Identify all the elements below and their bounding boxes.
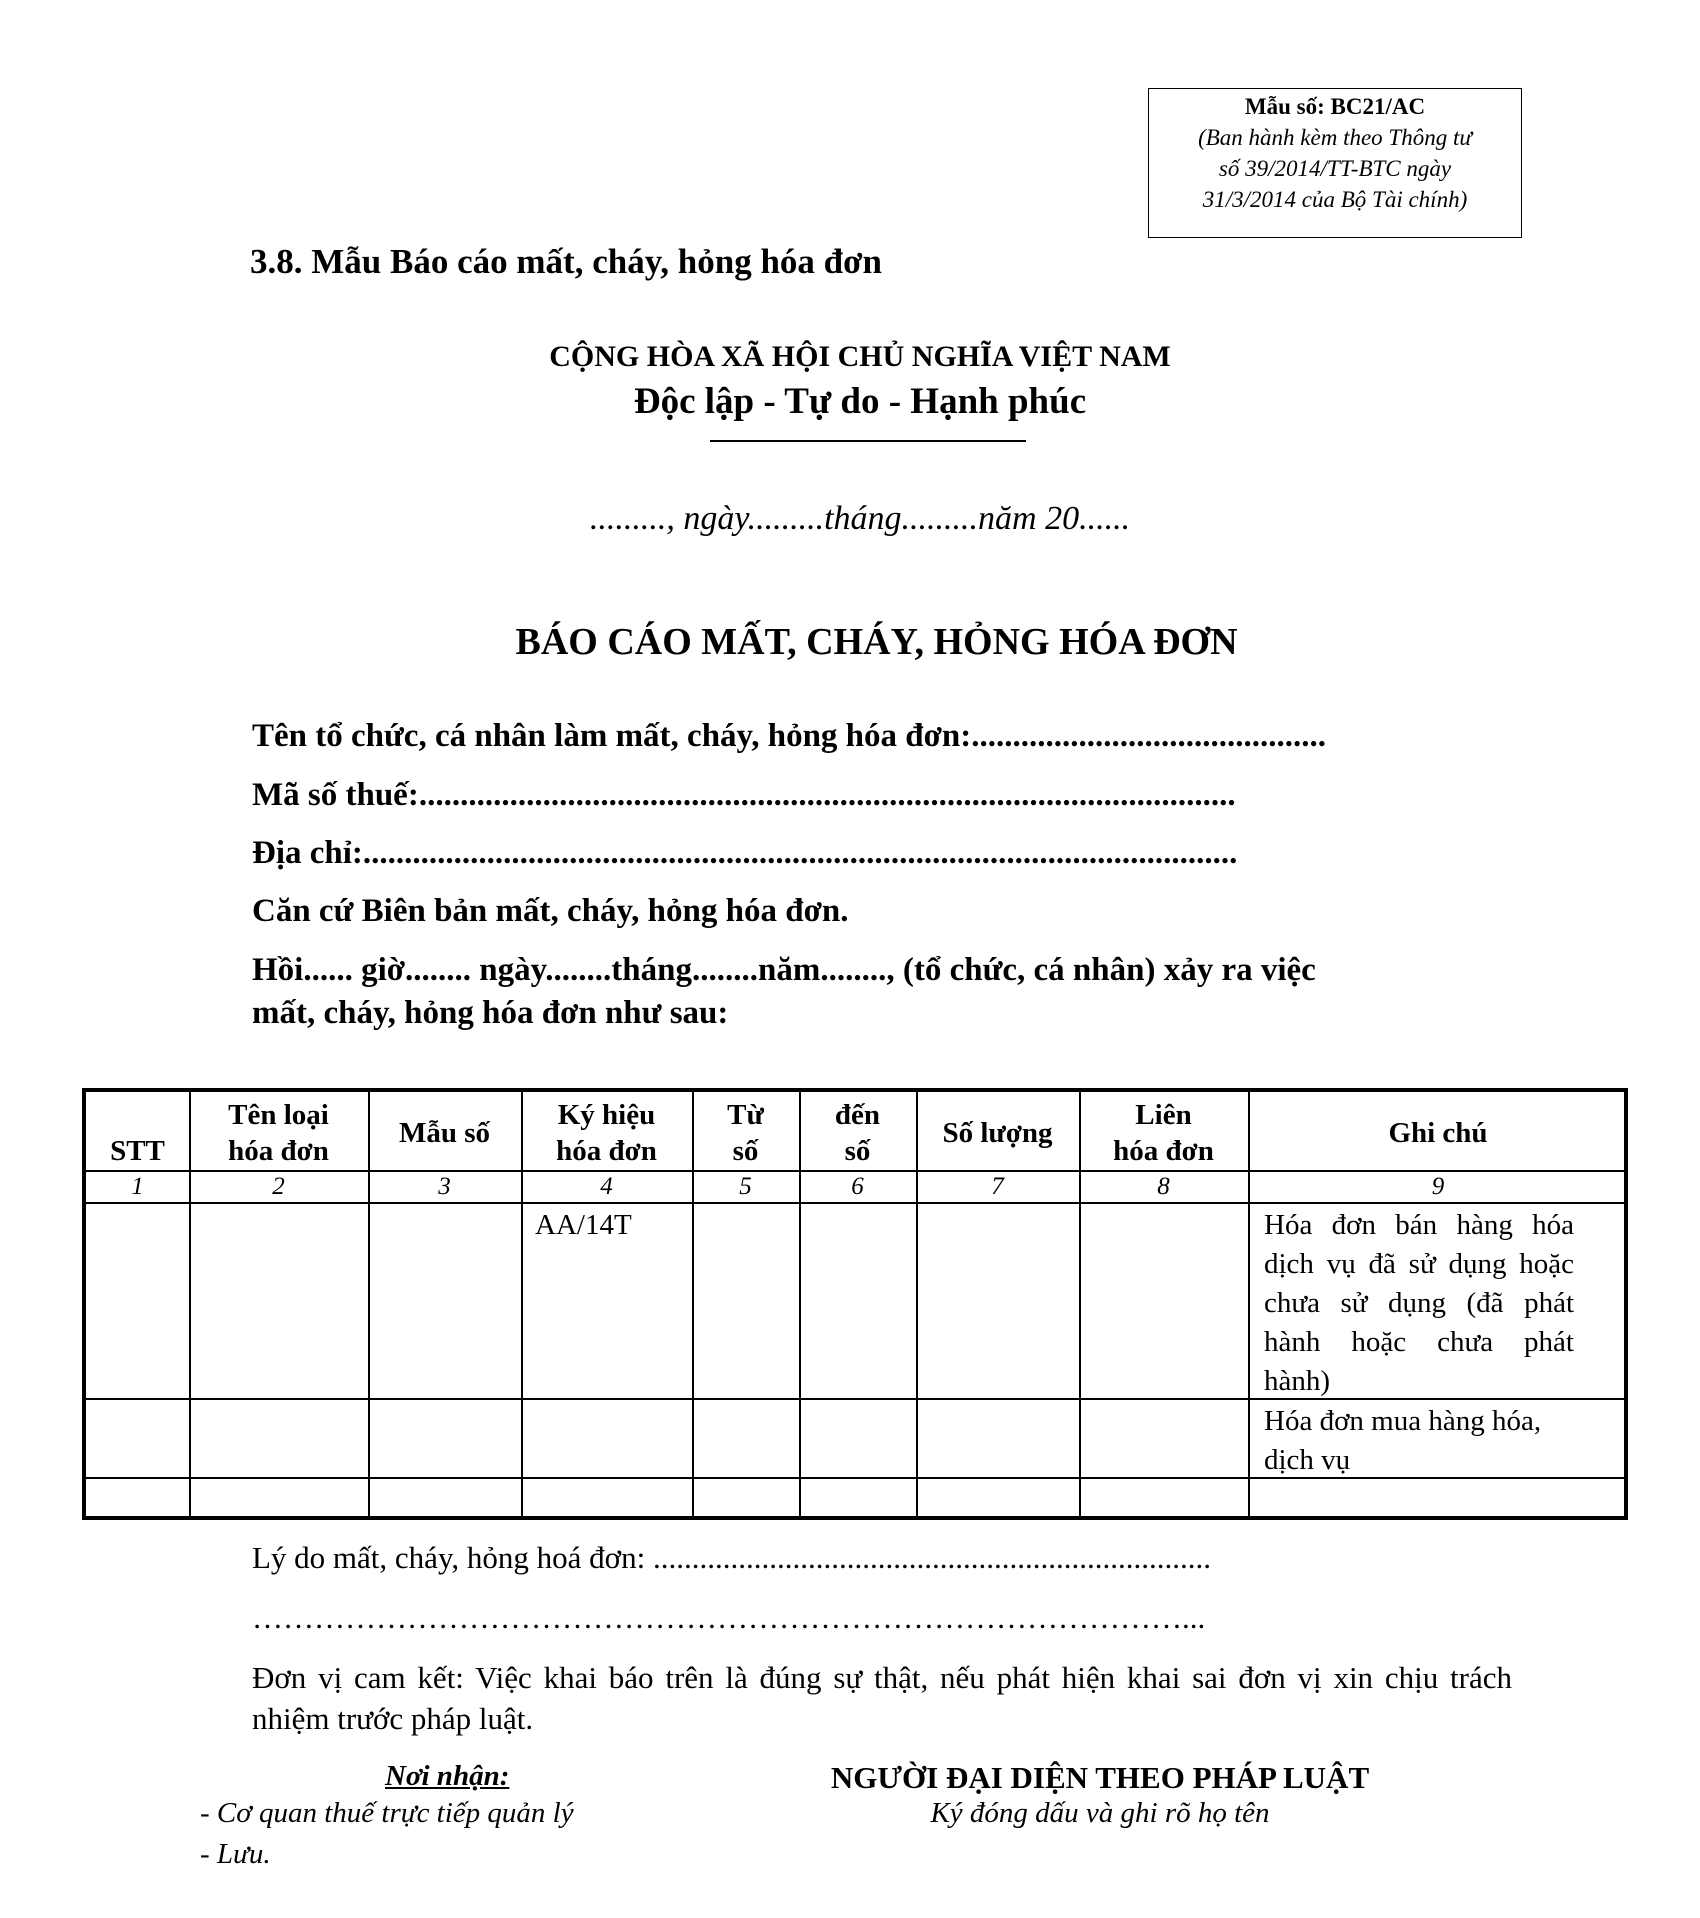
signature-note: Ký đóng dấu và ghi rõ họ tên (930, 1797, 1270, 1829)
national-title: CỘNG HÒA XÃ HỘI CHỦ NGHĨA VIỆT NAM (549, 340, 1171, 373)
col-header-copy: Liên hóa đơn (1113, 1099, 1214, 1167)
basis-line: Căn cứ Biên bản mất, cháy, hỏng hóa đơn. (252, 893, 849, 929)
signature-title: NGƯỜI ĐẠI DIỆN THEO PHÁP LUẬT (830, 1760, 1370, 1795)
table-divider (1248, 1088, 1250, 1520)
recipients-title: Nơi nhận: (385, 1760, 510, 1792)
org-name-field: Tên tổ chức, cá nhân làm mất, cháy, hỏng hóa đơn:........................................... (252, 718, 1326, 754)
col-number: 5 (739, 1173, 752, 1200)
col-header-quantity: Số lượng (942, 1117, 1053, 1149)
row-1-note: Hóa đơn bán hàng hóa dịch vụ đã sử dụng hoặc chưa sử dụng (đã phát hành hoặc chưa phát hành) (1264, 1209, 1574, 1397)
col-header-note: Ghi chú (1388, 1117, 1488, 1149)
col-number: 4 (600, 1173, 613, 1200)
col-header-from: Từ số (727, 1099, 764, 1167)
recipient-item: - Cơ quan thuế trực tiếp quản lý (200, 1797, 574, 1829)
col-header-to: đến số (834, 1099, 881, 1167)
tax-code-field: Mã số thuế:................................................................................................... (252, 777, 1236, 813)
table-divider (916, 1088, 918, 1520)
commitment-text: Đơn vị cam kết: Việc khai báo trên là đúng sự thật, nếu phát hiện khai sai đơn vị xin chịu trách nhiệm trước pháp luật. (252, 1660, 1512, 1736)
reason-line: Lý do mất, cháy, hỏng hoá đơn: ........................................................................ (252, 1540, 1211, 1575)
col-header-invoice-type: Tên loại hóa đơn (228, 1099, 329, 1167)
motto-underline (710, 440, 1026, 442)
row-2-note: Hóa đơn mua hàng hóa, dịch vụ (1264, 1405, 1542, 1476)
col-number: 9 (1431, 1173, 1445, 1200)
reason-dots: ………………………………………………………………………………... (252, 1600, 1206, 1635)
col-number: 2 (272, 1173, 285, 1200)
time-line-2: mất, cháy, hỏng hóa đơn như sau: (252, 995, 729, 1031)
table-row-divider (82, 1170, 1628, 1172)
form-issue-line-2: số 39/2014/TT-BTC ngày (1218, 156, 1452, 181)
form-number: Mẫu số: BC21/AC (1244, 94, 1426, 119)
col-header-stt: STT (110, 1135, 165, 1167)
date-line: ........., ngày.........tháng.........năm 20...... (589, 500, 1131, 537)
form-number-box (1148, 88, 1522, 238)
national-motto: Độc lập - Tự do - Hạnh phúc (633, 381, 1087, 422)
col-number: 3 (438, 1173, 451, 1200)
recipient-item: - Lưu. (200, 1838, 271, 1870)
form-issue-line-1: (Ban hành kèm theo Thông tư (1198, 125, 1472, 150)
address-field: Địa chỉ:.......................................................................................................... (252, 835, 1238, 871)
table-divider (368, 1088, 370, 1520)
time-line-1: Hồi...... giờ........ ngày........tháng........năm........, (tổ chức, cá nhân) xảy ra việc (252, 952, 1316, 988)
table-row-divider (82, 1202, 1628, 1204)
form-issue-line-3: 31/3/2014 của Bộ Tài chính) (1202, 187, 1468, 212)
col-number: 1 (131, 1173, 144, 1200)
section-title: 3.8. Mẫu Báo cáo mất, cháy, hỏng hóa đơn (250, 242, 882, 281)
col-number: 6 (851, 1173, 864, 1200)
row-1-symbol: AA/14T (535, 1209, 632, 1241)
col-header-symbol: Ký hiệu hóa đơn (556, 1099, 657, 1167)
col-number: 8 (1157, 1173, 1170, 1200)
col-header-form-number: Mẫu số (398, 1117, 491, 1149)
col-number: 7 (991, 1173, 1004, 1200)
report-title: BÁO CÁO MẤT, CHÁY, HỎNG HÓA ĐƠN (515, 621, 1238, 663)
